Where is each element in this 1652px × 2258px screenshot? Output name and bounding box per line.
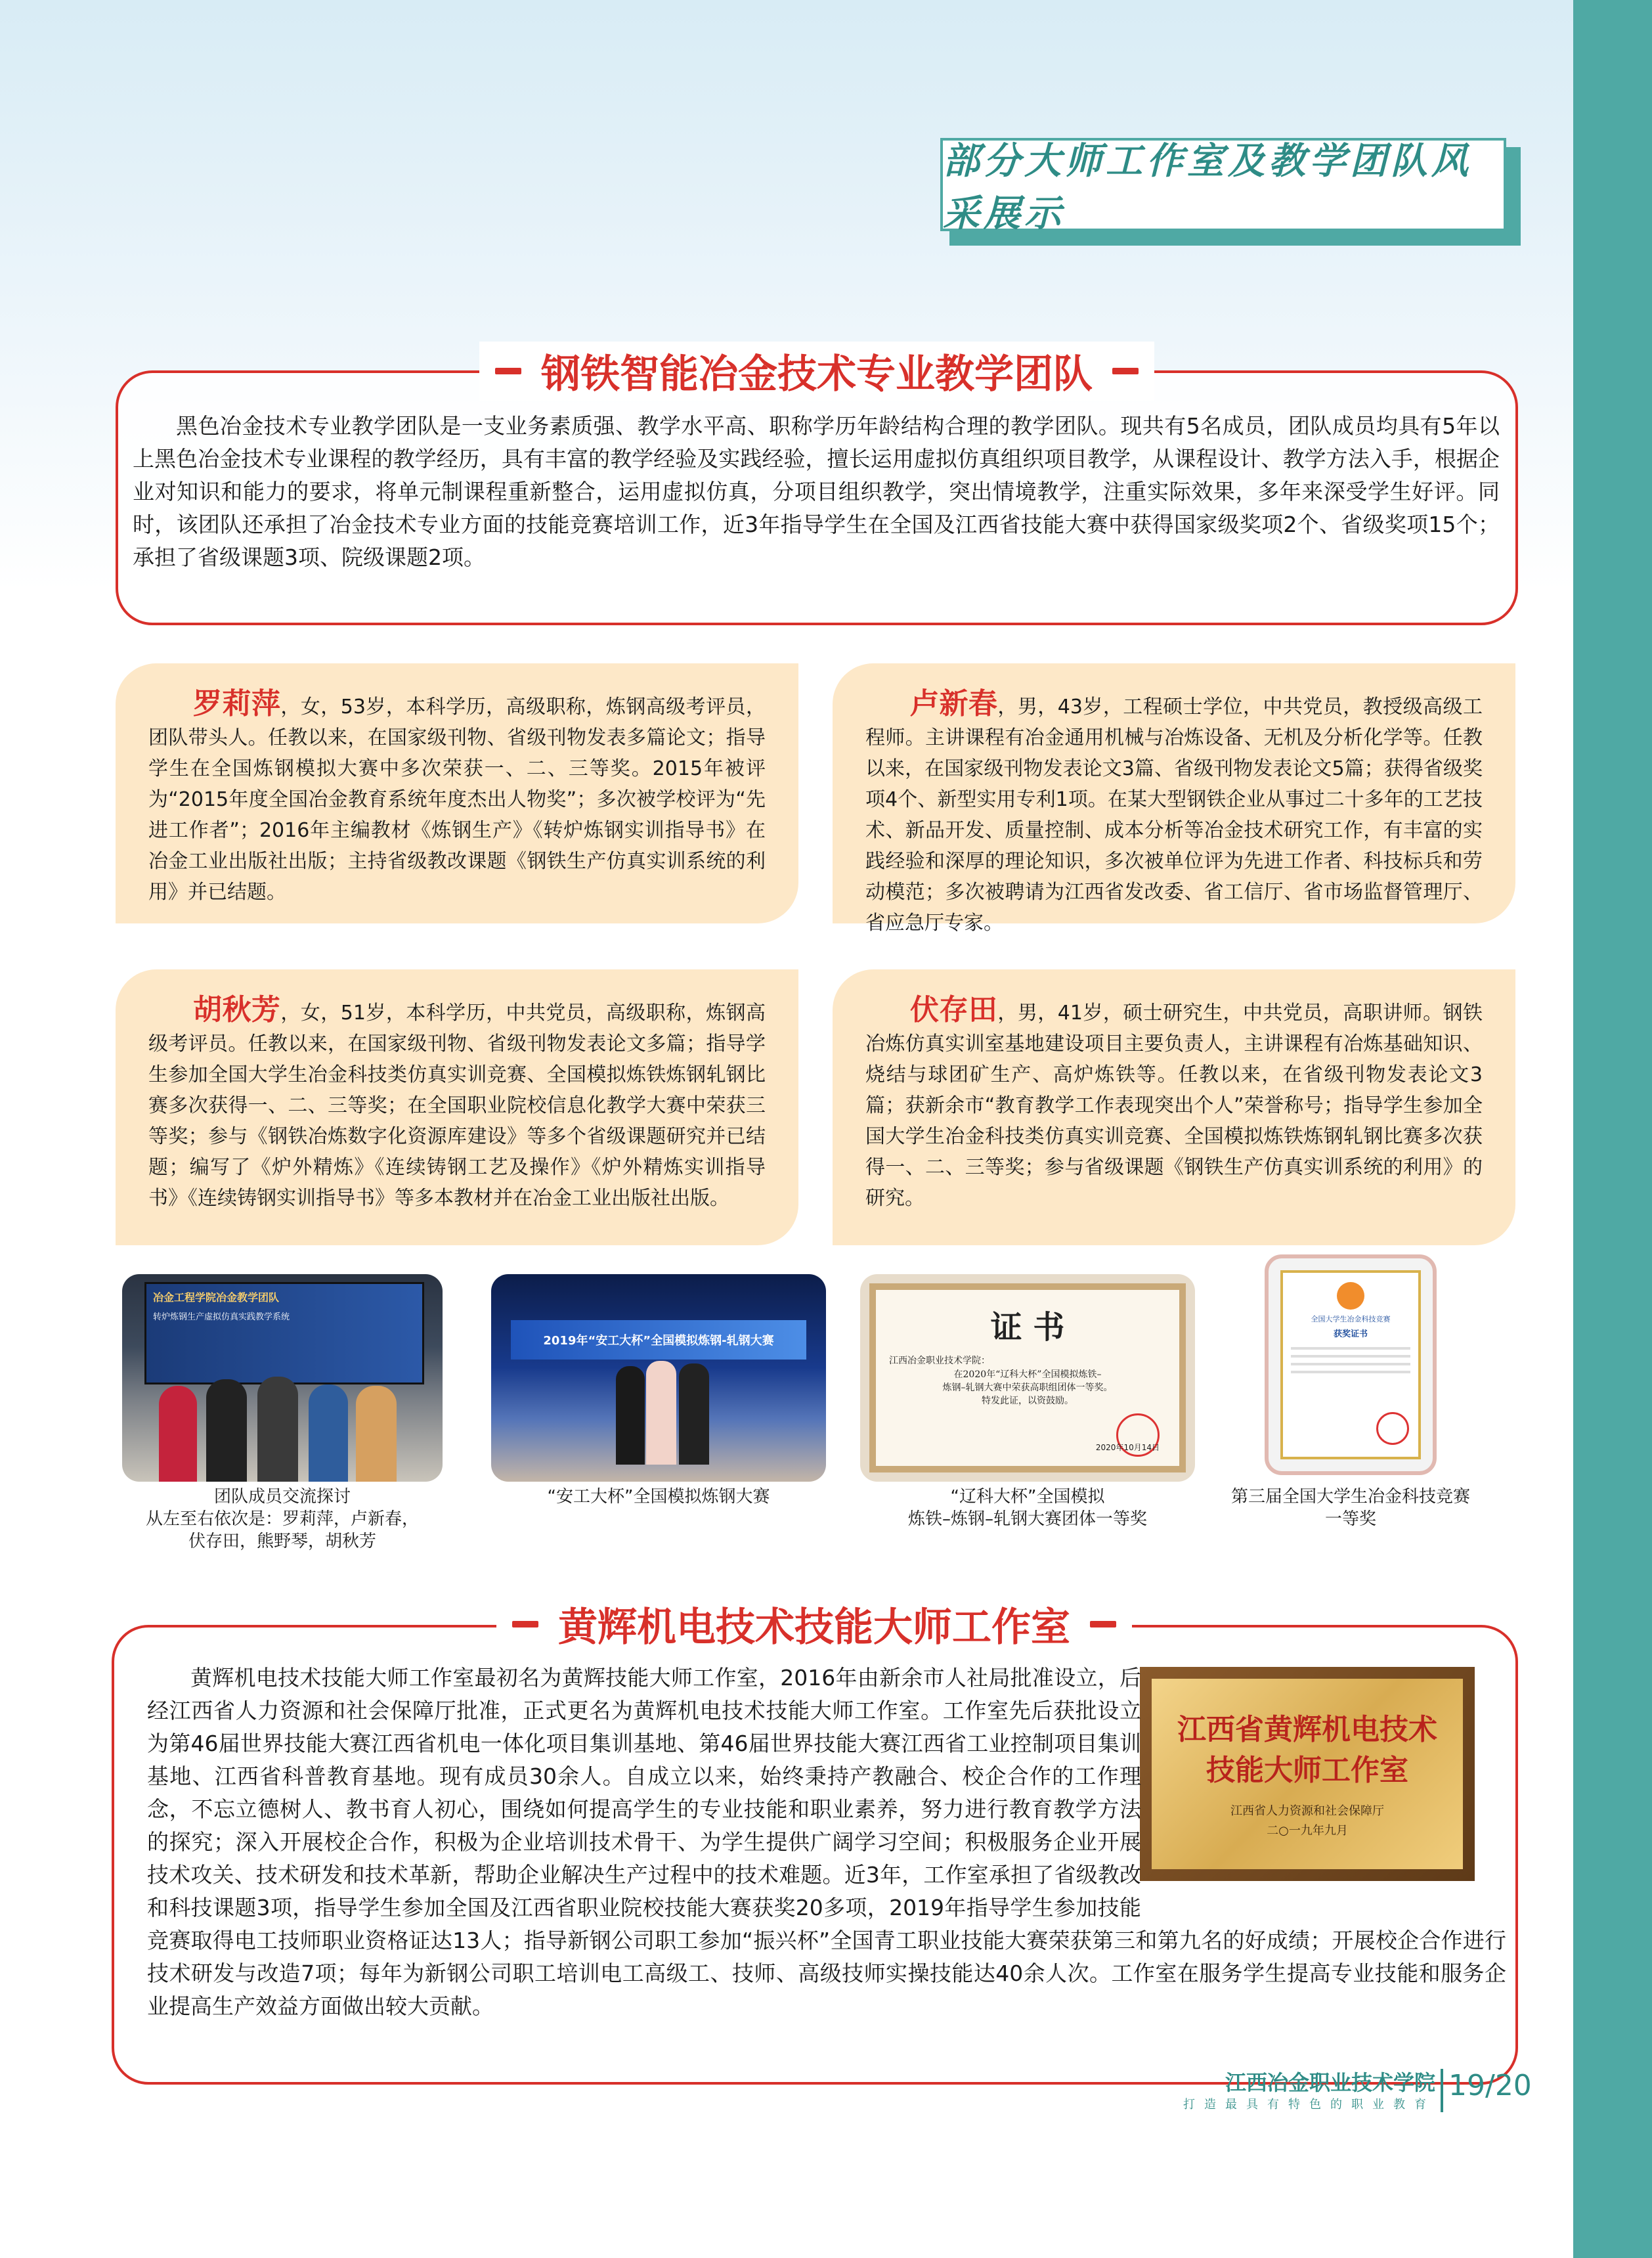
banner-title: 部分大师工作室及教学团队风采展示 [943, 139, 1472, 235]
person-figure [646, 1361, 676, 1465]
member-card [833, 969, 1515, 1245]
photo-caption: 第三届全国大学生冶金科技竞赛 一等奖 [1230, 1487, 1470, 1529]
person-figure [257, 1377, 298, 1482]
page-number: 19/20 [1448, 2069, 1532, 2102]
photo-caption: “辽科大杯”全国模拟 炼铁–炼钢–轧钢大赛团体一等奖 [907, 1487, 1147, 1529]
presentation-screen: 冶金工程学院冶金教学团队 转炉炼钢生产虚拟仿真实践教学系统 [144, 1282, 424, 1384]
person-figure [679, 1363, 709, 1465]
member-card [833, 663, 1515, 935]
studio-text: 黄辉机电技术技能大师工作室最初名为黄辉技能大师工作室，2016年由新余市人社局批准设立，后经江西省人力资源和社会保障厅批准，正式更名为黄辉机电技术技能大师工作室。工作室先后获批设立为第46届世界技能大赛江西省机电一体化项目集训基地、第46届世界技能大赛江西省工业控制项目集训基地、江西省科普教育基地。现有成员30余人。自成立以来，始终秉持产教融合、校企合作的工作理念，不忘立德树人、教书育人初心，围绕如何提高学生的专业技能和职业素养，努力进行教育教学方法的探究；深入开展校企合作，积极为企业培训技术骨干、为学生提供广阔学习空间；积极服务企业开展技术攻关、技术研发和技术革新，帮助企业解决生产过程中的技术难题。近3年，工作室承担了省级教改和科技课题3项，指导学生参加全国及江西省职业院校技能大赛获奖20多项，2019年指导学生参加技能竞赛取得电工技师职业资格证达13人；指导新钢公司职工参加“振兴杯”全国青工职业技能大赛荣获第三和第九名的好成绩；开展校企合作进行技术研发与改造7项；每年为新钢公司职工培训电工高级工、技师、高级技师实操技能达40余人次。工作室在服务学生提高专业技能和服务企业提高生产效益方面做出较大贡献。 [147, 1665, 1506, 2019]
studio-plaque: 江西省黄辉机电技术 技能大师工作室 江西省人力资源和社会保障厅 二○一九年九月 [1140, 1667, 1475, 1881]
competition-photo [491, 1274, 826, 1482]
member-card [116, 969, 798, 1245]
footer-slogan: 打造最具有特色的职业教育 [1183, 2098, 1435, 2112]
member-bio: ，男，43岁，工程硕士学位，中共党员，教授级高级工程师。主讲课程有冶金通用机械与冶炼设备、无机及分析化学等。任教以来，在国家级刊物发表论文3篇、省级刊物发表论文5篇；获得省级奖项4个、新型实用专利1项。在某大型钢铁企业从事过二十多年的工艺技术、新品开发、质量控制、成本分析等冶金技术研究工作，有丰富的实践经验和深厚的理论知识，多次被单位评为先进工作者、科技标兵和劳动模范；多次被聘请为江西省发改委、省工信厅、省市场监督管理厅、省应急厅专家。 [865, 696, 1483, 935]
team-intro: 黑色冶金技术专业教学团队是一支业务素质强、教学水平高、职称学历年龄结构合理的教学团队。现共有5名成员，团队成员均具有5年以上黑色冶金技术专业课程的教学经历，具有丰富的教学经验及实践经验，擅长运用虚拟仿真组织项目教学，从课程设计、教学方法入手，根据企业对知识和能力的要求，将单元制课程重新整合，运用虚拟仿真，分项目组织教学，突出情境教学，注重实际效果，多年来深受学生好评。同时，该团队还承担了冶金技术专业方面的技能竞赛培训工作，近3年指导学生在全国及江西省技能大赛中获得国家级奖项2个、省级奖项15个；承担了省级课题3项、院级课题2项。 [133, 413, 1500, 570]
person-figure [616, 1366, 645, 1465]
stage-banner: 2019年“安工大杯”全国模拟炼钢-轧钢大赛 [511, 1320, 806, 1360]
photo-caption: 团队成员交流探讨 从左至右依次是：罗莉萍，卢新春， 伏存田，熊野琴，胡秋芳 [145, 1487, 419, 1551]
person-figure [356, 1386, 397, 1482]
member-name: 伏存田 [910, 993, 998, 1027]
right-edge-bar [1573, 0, 1652, 2258]
person-figure [206, 1379, 247, 1482]
award-certificate-photo: 全国大学生冶金科技竞赛 获奖证书 [1265, 1254, 1437, 1475]
photo-caption: “安工大杯”全国模拟炼钢大赛 [547, 1487, 770, 1507]
person-figure [309, 1384, 348, 1482]
studio-title: 黄辉机电技术技能大师工作室 [496, 1595, 1132, 1654]
person-figure [159, 1386, 197, 1482]
member-name: 卢新春 [910, 687, 998, 720]
footer-school: 江西冶金职业技术学院 [1225, 2070, 1435, 2095]
award-emblem [1337, 1282, 1364, 1310]
member-bio: ，女，53岁，本科学历，高级职称，炼钢高级考评员，团队带头人。任教以来，在国家级刊物、省级刊物发表多篇论文；指导学生在全国炼钢模拟大赛中多次荣获一、二、三等奖。2015年被评为“2015年度全国冶金教育系统年度杰出人物奖”；多次被学校评为“先进工作者”；2016年主编教材《炼钢生产》《转炉炼钢实训指导书》在冶金工业出版社出版；主持省级教改课题《钢铁生产仿真实训系统的利用》并已结题。 [148, 696, 766, 904]
certificate-photo: 证 书 江西冶金职业技术学院： 在2020年“辽科大杯”全国模拟炼铁– 炼钢–轧钢大赛中荣获高职组团体一等奖。 特发此证，以资鼓励。 2020年10月14日 [860, 1274, 1195, 1482]
member-bio: ，女，51岁，本科学历，中共党员，高级职称，炼钢高级考评员。任教以来，在国家级刊物、省级刊物发表论文多篇；指导学生参加全国大学生冶金科技类仿真实训竞赛、全国模拟炼铁炼钢轧钢比赛多次获得一、二、三等奖；在全国职业院校信息化教学大赛中荣获三等奖；参与《钢铁冶炼数字化资源库建设》等多个省级课题研究并已结题；编写了《炉外精炼》《连续铸钢工艺及操作》《炉外精炼实训指导书》《连续铸钢实训指导书》等多本教材并在冶金工业出版社出版。 [148, 1002, 766, 1210]
member-name: 罗莉萍 [193, 687, 281, 720]
team-photo [122, 1274, 443, 1482]
member-bio: ，男，41岁，硕士研究生，中共党员，高职讲师。钢铁冶炼仿真实训室基地建设项目主要负责人，主讲课程有冶炼基础知识、烧结与球团矿生产、高炉炼铁等。任教以来，在省级刊物发表论文3篇；获新余市“教育教学工作表现突出个人”荣誉称号；指导学生参加全国大学生冶金科技类仿真实训竞赛、全国模拟炼铁炼钢轧钢比赛多次获得一、二、三等奖；参与省级课题《钢铁生产仿真实训系统的利用》的研究。 [865, 1002, 1483, 1210]
member-name: 胡秋芳 [193, 993, 281, 1027]
team-title: 钢铁智能冶金技术专业教学团队 [479, 342, 1154, 401]
footer-divider [1441, 2069, 1443, 2112]
header-banner [940, 138, 1511, 236]
member-card [116, 663, 798, 923]
